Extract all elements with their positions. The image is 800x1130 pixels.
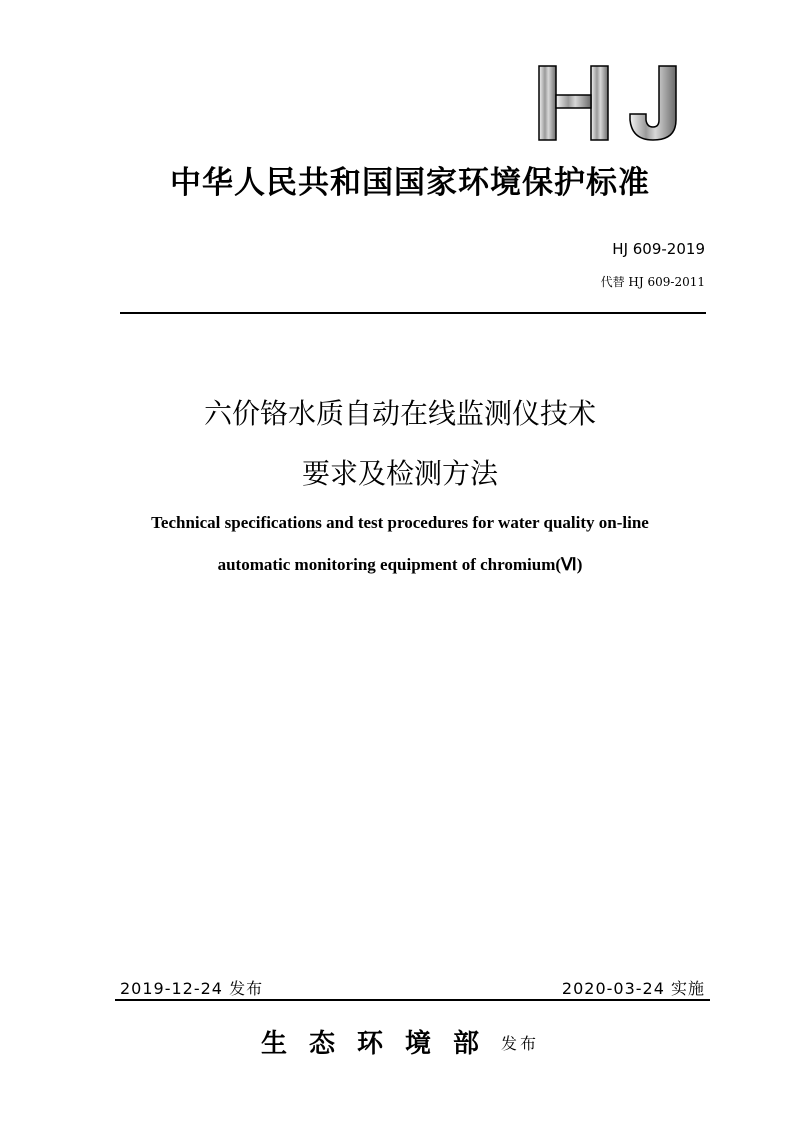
issue-date: 2019-12-24 发布: [120, 979, 264, 998]
publisher-suffix: 发布: [501, 1034, 540, 1053]
footer-divider: [115, 999, 710, 1001]
header-divider: [120, 312, 706, 314]
publisher-name: 生态环境部: [260, 1029, 501, 1059]
title-en-line-2: automatic monitoring equipment of chromium(Ⅵ): [217, 555, 583, 574]
title-cn-line-1: 六价铬水质自动在线监测仪技术: [203, 397, 596, 430]
hj-logo: [535, 62, 685, 144]
standard-number: HJ 609-2019: [612, 240, 705, 258]
replaces-note: 代替 HJ 609-2011: [600, 275, 705, 289]
implementation-date: 2020-03-24 实施: [561, 979, 705, 998]
standard-category: 中华人民共和国国家环境保护标准: [170, 165, 650, 201]
title-en-line-1: Technical specifications and test procedures for water quality on-line: [151, 513, 649, 532]
publisher-line: [100, 1023, 700, 1060]
title-cn-line-2: 要求及检测方法: [301, 457, 498, 490]
